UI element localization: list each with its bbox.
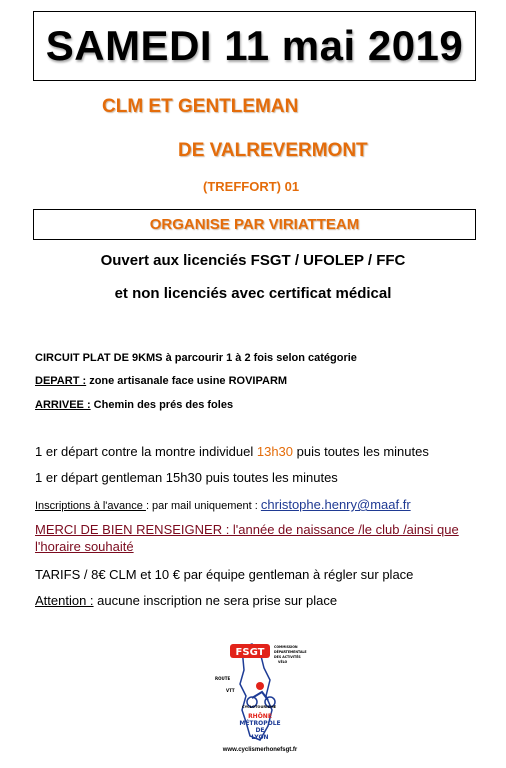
event-location: (TREFFORT) 01	[203, 179, 300, 194]
eligibility-line2: et non licenciés avec certificat médical	[114, 285, 392, 302]
arrivee-value: Chemin des prés des foles	[90, 399, 234, 411]
depart-info	[35, 375, 287, 387]
logo-region-4: LYON	[251, 734, 269, 741]
inscriptions-text: : par mail uniquement :	[145, 500, 261, 512]
fsgt-logo	[212, 640, 308, 762]
clm-suffix: puis toutes les minutes	[293, 444, 429, 459]
attention-label: Attention :	[35, 593, 94, 608]
event-name-line2: DE VALREVERMONT	[178, 140, 368, 161]
logo-word-vtt: VTT	[226, 688, 235, 693]
page-title: SAMEDI 11 mai 2019	[45, 22, 464, 69]
tarifs-text: TARIFS / 8€ CLM et 10 € par équipe gentleman à régler sur place	[35, 567, 414, 582]
logo-commission: COMMISSION DÉPARTEMENTALE DES ACTIVITÉS VÉLO	[274, 645, 307, 664]
email-link[interactable]: christophe.henry@maaf.fr	[260, 497, 411, 512]
depart-label: DEPART :	[35, 375, 87, 387]
title-box	[33, 11, 476, 81]
logo-region-1: RHÔNE	[248, 713, 272, 720]
attention-text: aucune inscription ne sera prise sur place	[93, 593, 338, 608]
logo-website: www.cyclismerhonefsgt.fr	[222, 747, 298, 753]
depart-value: zone artisanale face usine ROVIPARM	[86, 375, 288, 387]
logo-word-cyclo: CYCLOTOURISME	[242, 705, 277, 709]
arrivee-label: ARRIVEE :	[35, 399, 91, 411]
organiser-box	[33, 209, 476, 240]
attention-info	[35, 593, 337, 608]
logo-region-2: MÉTROPOLE	[239, 720, 281, 727]
logo-region-3: DE	[255, 727, 265, 734]
circuit-info: CIRCUIT PLAT DE 9KMS à parcourir 1 à 2 fois selon catégorie	[35, 352, 357, 364]
organiser-text: ORGANISE PAR VIRIATTEAM	[149, 216, 360, 233]
inscriptions-info	[35, 497, 411, 512]
eligibility-line1: Ouvert aux licenciés FSGT / UFOLEP / FFC	[100, 252, 406, 269]
notice-text: MERCI DE BIEN RENSEIGNER : l'année de naissance /le club /ainsi que l'horaire souhaité	[35, 522, 459, 554]
logo-word-route: ROUTE	[215, 676, 231, 681]
arrivee-info	[35, 399, 233, 411]
inscriptions-label: Inscriptions à l'avance	[35, 500, 146, 512]
fsgt-logo-graphic	[212, 640, 308, 746]
fsgt-brand: FSGT	[235, 647, 265, 658]
clm-prefix: 1 er départ contre la montre individuel	[35, 444, 257, 459]
clm-time: 13h30	[256, 444, 294, 459]
cyclist-head	[256, 682, 264, 690]
clm-schedule	[35, 444, 429, 459]
event-name-line1: CLM ET GENTLEMAN	[102, 96, 299, 117]
gentleman-schedule: 1 er départ gentleman 15h30 puis toutes les minutes	[35, 470, 338, 485]
